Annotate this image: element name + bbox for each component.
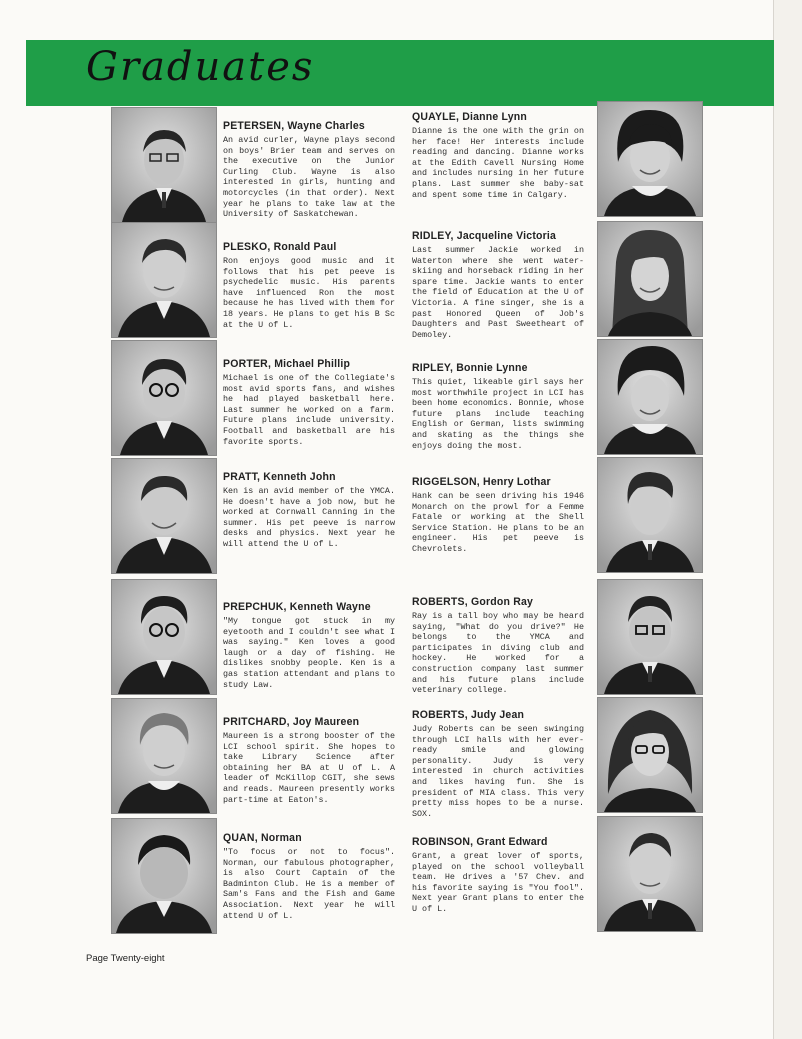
portrait-photo: [111, 458, 217, 574]
graduate-entry: [412, 836, 584, 915]
graduate-bio: Ray is a tall boy who may be heard saying, "What do you drive?" He belongs to the YMCA and participates in diving club and hockey. He worked for a construction company last summer and his future plans include veterinary college.: [412, 611, 584, 696]
graduate-bio: "My tongue got stuck in my eyetooth and I couldn't see what I was saying." Ken loves a good laugh or a day of fishing. He dislikes snobby people. Ken is a gas station attendant and plans to study Law.: [223, 616, 395, 690]
graduate-bio: Michael is one of the Collegiate's most avid sports fans, and wishes he had played basketball here. Last summer he worked on a farm. Future plans include university. Football and basketball are his favorite sports.: [223, 373, 395, 447]
portrait-photo: [111, 698, 217, 814]
graduate-bio: Ken is an avid member of the YMCA. He doesn't have a job now, but he worked at Cornwall Canning in the summer. His pet peeve is narrow desks and physics. Next year he will attend the U of L.: [223, 486, 395, 549]
graduate-bio: Last summer Jackie worked in Waterton where she went water-skiing and horseback riding in her spare time. Jackie wants to enter the field of Education at the U of Victoria. A fine singer, she is a past Honored Queen of Job's Daughters and Past Sweetheart of Demoley.: [412, 245, 584, 340]
graduate-name: PLESKO, Ronald Paul: [223, 240, 337, 254]
graduate-bio: Dianne is the one with the grin on her face! Her interests include reading and dancing. Dianne works at the Edith Cavell Nursing Home and includes nursing in her future plans. Last summer she baby-sat and spent some time in Calgary.: [412, 126, 584, 200]
graduate-entry: [412, 596, 584, 696]
graduate-entry: [412, 230, 584, 340]
graduate-entry: [412, 476, 584, 555]
graduate-entry: [223, 832, 395, 921]
graduate-entry: [223, 120, 395, 220]
graduate-entry: [223, 601, 395, 690]
portrait-photo: [597, 339, 703, 455]
graduate-entry: [223, 358, 395, 447]
page-title: Graduates: [86, 44, 315, 90]
portrait-photo: [111, 340, 217, 456]
graduate-bio: Ron enjoys good music and it follows that his pet peeve is psychedelic music. His parents have influenced Ron the most because he has lived with them for 18 years. He plans to get his B Sc at the U of L.: [223, 256, 395, 330]
graduate-entry: [223, 241, 395, 330]
graduate-bio: Grant, a great lover of sports, played on the school volleyball team. He drives a '57 Chev. and his favorite saying is "You fool". Next year Grant plans to enter the U of L.: [412, 851, 584, 914]
graduate-name: RIDLEY, Jacqueline Victoria: [412, 229, 557, 243]
portrait-photo: [597, 816, 703, 932]
portrait-photo: [597, 457, 703, 573]
graduate-name: ROBERTS, Judy Jean: [412, 708, 525, 722]
graduate-entry: [412, 362, 584, 451]
header-banner: [26, 40, 774, 106]
graduate-entry: [223, 471, 395, 550]
graduate-bio: Maureen is a strong booster of the LCI school spirit. She hopes to take Library Science after obtaining her BA at U of L. A leader of McKillop CGIT, she sews and reads. Maureen presently works part-time at Eaton's.: [223, 731, 395, 805]
graduate-bio: An avid curler, Wayne plays second on boys' Brier team and serves on the executive on the Junior Curling Club. Wayne is also interested in girls, hunting and motorcycles (in that order). Next year he plans to take law at the University of Saskatchewan.: [223, 135, 395, 220]
graduate-entry: [412, 111, 584, 200]
graduate-name: QUAYLE, Dianne Lynn: [412, 110, 528, 124]
graduate-name: ROBINSON, Grant Edward: [412, 835, 548, 849]
graduate-name: PRATT, Kenneth John: [223, 470, 336, 484]
graduate-name: PREPCHUK, Kenneth Wayne: [223, 600, 371, 614]
portrait-photo: [597, 221, 703, 337]
graduate-entry: [223, 716, 395, 805]
graduate-name: QUAN, Norman: [223, 831, 302, 845]
portrait-photo: [111, 579, 217, 695]
graduate-bio: Judy Roberts can be seen swinging through LCI halls with her ever-ready smile and glowing personality. Judy is very interested in church activities and likes having fun. She is president of MIA class. This very pretty miss hopes to be a nurse. SOX.: [412, 724, 584, 819]
graduate-name: PORTER, Michael Phillip: [223, 357, 351, 371]
graduate-name: RIPLEY, Bonnie Lynne: [412, 361, 528, 375]
graduate-name: PETERSEN, Wayne Charles: [223, 119, 365, 133]
portrait-photo: [597, 101, 703, 217]
portrait-photo: [111, 818, 217, 934]
graduate-bio: Hank can be seen driving his 1946 Monarch on the prowl for a Femme Fatale or working at the Shell Service Station. He plans to be an engineer. His pet peeve is Chevrolets.: [412, 491, 584, 554]
portrait-photo: [111, 222, 217, 338]
graduate-name: ROBERTS, Gordon Ray: [412, 595, 534, 609]
graduate-bio: This quiet, likeable girl says her most worthwhile project in LCI has been home economics. Bonnie, whose future plans include teaching English or German, lists swimming and skating as the things she enjoys doing the most.: [412, 377, 584, 451]
portrait-photo: [597, 697, 703, 813]
graduate-entry: [412, 709, 584, 819]
portrait-photo: [597, 579, 703, 695]
page-edge: [773, 0, 802, 1039]
graduate-name: RIGGELSON, Henry Lothar: [412, 475, 551, 489]
graduate-bio: "To focus or not to focus". Norman, our fabulous photographer, is also Court Captain of the Badminton Club. He is a member of Sam's Fans and the Fish and Game Association. Next year he will attend U of L.: [223, 847, 395, 921]
page-number: Page Twenty-eight: [86, 953, 165, 964]
graduate-name: PRITCHARD, Joy Maureen: [223, 715, 360, 729]
portrait-photo: [111, 107, 217, 223]
